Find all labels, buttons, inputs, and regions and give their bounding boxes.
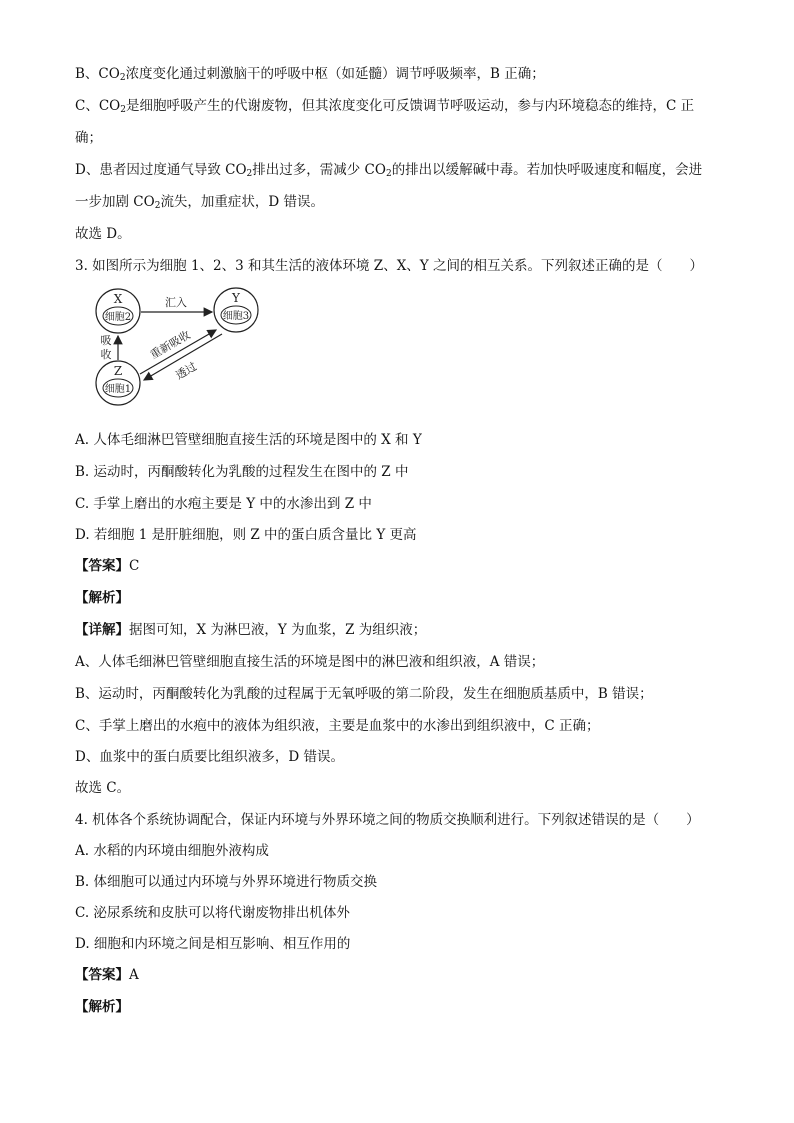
arrow-top-label: 汇入 [165,296,187,309]
question-3-explanation-c: C、手掌上磨出的水疱中的液体为组织液，主要是血浆中的水渗出到组织液中，C 正确； [75,718,600,734]
question-3-answer: 【答案】C [75,558,140,574]
explanation-c: C、$CO_2$是细胞呼吸产生的代谢废物，但其浓度变化可反馈调节呼吸运动，参与内环境稳态的维持，C 正 [75,98,695,115]
question-3-explanation-b: B、运动时，丙酮酸转化为乳酸的过程属于无氧呼吸的第二阶段，发生在细胞质基质中，B 错误； [75,686,653,702]
question-3-option-d: D. 若细胞 1 是肝脏细胞，则 Z 中的蛋白质含量比 Y 更高 [75,527,417,543]
conclusion-prev: 故选 D。 [75,226,131,242]
question-4-option-b: B. 体细胞可以通过内环境与外界环境进行物质交换 [75,874,378,890]
arrow-left-label-1: 吸 [100,334,112,347]
question-4-answer: 【答案】A [75,967,139,983]
node-z-cell-label: 细胞1 [104,384,132,395]
arrow-diag-up-label: 重新吸收 [147,328,193,362]
explanation-d-cont: 一步加剧 $CO_2$流失，加重症状，D 错误。 [75,194,325,211]
question-3-option-b: B. 运动时，丙酮酸转化为乳酸的过程发生在图中的 Z 中 [75,464,409,480]
question-4-analysis-label: 【解析】 [75,999,129,1015]
explanation-d: D、患者因过度通气导致 $CO_2$排出过多，需减少 $CO_2$的排出以缓解碱中毒。若加快呼吸速度和幅度，会进 [75,162,703,179]
question-4-option-c: C. 泌尿系统和皮肤可以将代谢废物排出机体外 [75,905,350,921]
question-3-stem: 3. 如图所示为细胞 1、2、3 和其生活的液体环境 Z、X、Y 之间的相互关系。下列叙述正确的是（ ） [75,258,704,274]
node-x-cell-label: 细胞2 [104,312,132,323]
question-4-stem: 4. 机体各个系统协调配合，保证内环境与外界环境之间的物质交换顺利进行。下列叙述错误的是（ ） [75,812,700,828]
arrow-left-label-2: 收 [100,348,112,361]
arrow-diag-down-label: 透过 [173,359,200,383]
node-z-letter: Z [113,364,123,378]
question-3-option-c: C. 手掌上磨出的水疱主要是 Y 中的水渗出到 Z 中 [75,496,372,512]
explanation-c-cont: 确； [75,130,102,146]
question-3-explanation-d: D、血浆中的蛋白质要比组织液多，D 错误。 [75,749,344,765]
question-3-conclusion: 故选 C。 [75,780,131,796]
question-4-option-d: D. 细胞和内环境之间是相互影响、相互作用的 [75,936,351,952]
question-3-detail: 【详解】据图可知，X 为淋巴液，Y 为血浆，Z 为组织液； [75,622,427,638]
question-3-option-a: A. 人体毛细淋巴管壁细胞直接生活的环境是图中的 X 和 Y [75,432,422,448]
question-3-analysis-label: 【解析】 [75,590,129,606]
node-x-letter: X [113,292,123,306]
node-y-letter: Y [232,291,240,305]
body-fluid-diagram [92,286,282,408]
question-4-option-a: A. 水稻的内环境由细胞外液构成 [75,843,269,859]
explanation-b: B、$CO_2$浓度变化通过刺激脑干的呼吸中枢（如延髓）调节呼吸频率，B 正确； [75,66,545,83]
question-3-explanation-a: A、人体毛细淋巴管壁细胞直接生活的环境是图中的淋巴液和组织液，A 错误； [75,654,545,670]
node-y-cell-label: 细胞3 [222,311,250,322]
